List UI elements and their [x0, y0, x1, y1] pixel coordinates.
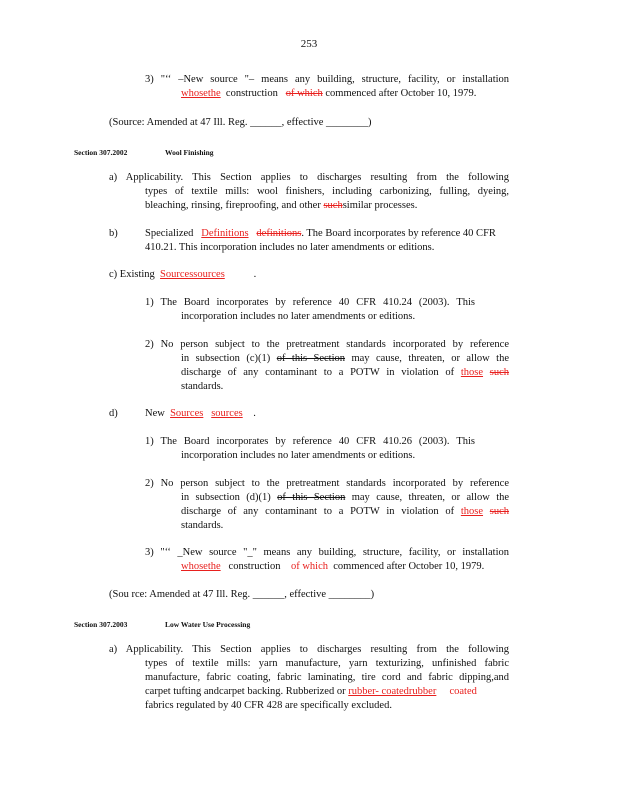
applicability-line3 — [145, 199, 417, 212]
inserted-text: sources — [211, 408, 243, 419]
section-title: Low Water Use Processing — [165, 620, 251, 629]
subsection-b-line2: 410.21. This incorporation includes no later amendments or editions. — [145, 242, 435, 253]
text-run: New — [145, 408, 165, 419]
inserted-text: Sourcessources — [160, 269, 225, 280]
page-number: 253 — [300, 38, 318, 50]
c1-line1: 1) The Board incorporates by reference 40 CFR 410.24 (2003). This — [145, 297, 475, 308]
applicability-line5: fabrics regulated by 40 CFR 428 are specifically excluded. — [145, 700, 392, 711]
text-run: _New source "_" means any building, structure, facility, or installation — [177, 547, 510, 558]
text-run: may cause, threaten, or allow the — [351, 492, 510, 503]
inserted-text: coated — [449, 686, 477, 697]
inserted-text: those — [460, 506, 484, 517]
text-run: similar processes. — [342, 200, 418, 211]
applicability-line2: types of textile mills: wool finishers, including carbonizing, fulling, dyeing, — [145, 186, 509, 197]
deleted-text: of this Section — [276, 353, 346, 364]
text-run: carpet tufting andcarpet backing. Rubberized or — [145, 686, 346, 697]
c2-line2 — [181, 352, 509, 365]
inserted-text: those — [460, 367, 484, 378]
applicability-line1: a) Applicability. This Section applies to discharges resulting from the following — [109, 172, 509, 183]
inserted-text: of which — [290, 561, 328, 572]
deleted-text: of this Section — [277, 492, 346, 503]
text-run: may cause, threaten, or allow the — [351, 353, 509, 364]
text-run: in subsection (c)(1) — [181, 353, 271, 364]
d3-line2 — [181, 560, 484, 573]
subsection-d-heading — [145, 407, 256, 420]
section-number: Section 307.2003 — [74, 620, 128, 629]
text-run: Specialized — [145, 228, 194, 239]
text-run: construction — [228, 561, 281, 572]
d3-line1 — [145, 546, 509, 559]
d1-line2: incorporation includes no later amendments or editions. — [181, 450, 416, 461]
new-source-definition-line2 — [181, 87, 476, 100]
section-number: Section 307.2002 — [74, 148, 128, 157]
c2-line1: 2) No person subject to the pretreatment standards incorporated by reference — [145, 339, 509, 350]
text-run: commenced after October 10, 1979. — [325, 88, 477, 99]
subsection-c-heading — [109, 268, 256, 281]
deleted-text: such — [489, 367, 510, 378]
inserted-text: whosethe — [181, 88, 221, 99]
text-run: commenced after October 10, 1979. — [333, 561, 485, 572]
source-note: (Sou rce: Amended at 47 Ill. Reg. ______, effective ________) — [109, 589, 375, 600]
source-note: (Source: Amended at 47 Ill. Reg. ______, effective ________) — [109, 117, 372, 128]
text-run: discharge of any contaminant to a POTW in violation of — [181, 506, 455, 517]
deleted-text: such — [323, 200, 343, 211]
subsection-d-label: d) — [109, 408, 118, 419]
d1-line1: 1) The Board incorporates by reference 40 CFR 410.26 (2003). This — [145, 436, 475, 447]
text-run: discharge of any contaminant to a POTW in violation of — [181, 367, 455, 378]
applicability-line3: manufacture, fabric coating, fabric laminating, tire cord and fabric dipping,and — [145, 672, 509, 683]
subsection-b-line1 — [145, 227, 496, 240]
d2-line4: standards. — [181, 520, 224, 531]
subsection-b-label: b) — [109, 228, 118, 239]
deleted-text: definitions — [256, 228, 302, 239]
d2-line2 — [181, 491, 509, 504]
c2-line3 — [181, 366, 509, 379]
deleted-text: of which — [285, 88, 323, 99]
new-source-definition-line1 — [145, 73, 509, 86]
text-run: –New source "– — [178, 74, 255, 85]
text-run: . — [253, 269, 257, 280]
text-run: . — [253, 408, 256, 419]
d2-line3 — [181, 505, 509, 518]
inserted-text: Definitions — [201, 228, 249, 239]
applicability-line1: a) Applicability. This Section applies to discharges resulting from the following — [109, 644, 509, 655]
d2-line1: 2) No person subject to the pretreatment standards incorporated by reference — [145, 478, 509, 489]
text-run: . The Board incorporates by reference 40 CFR — [301, 228, 496, 239]
deleted-text: such — [489, 506, 510, 517]
c1-line2: incorporation includes no later amendments or editions. — [181, 311, 416, 322]
inserted-text: Sources — [170, 408, 204, 419]
text-run: c) Existing — [109, 269, 155, 280]
applicability-line4 — [145, 685, 477, 698]
text-run: in subsection (d)(1) — [181, 492, 271, 503]
item-label: 3) "‘‘ — [145, 74, 172, 85]
text-run: bleaching, rinsing, fireproofing, and other — [145, 200, 321, 211]
c2-line4: standards. — [181, 381, 224, 392]
text-run: means any building, structure, facility, or installation — [261, 74, 510, 85]
inserted-text: rubber- coatedrubber — [348, 686, 437, 697]
inserted-text: whosethe — [181, 561, 221, 572]
applicability-line2: types of textile mills: yarn manufacture, yarn texturizing, unfinished fabric — [145, 658, 509, 669]
item-label: 3) "‘‘ — [145, 547, 171, 558]
section-title: Wool Finishing — [165, 148, 214, 157]
text-run: construction — [225, 88, 278, 99]
